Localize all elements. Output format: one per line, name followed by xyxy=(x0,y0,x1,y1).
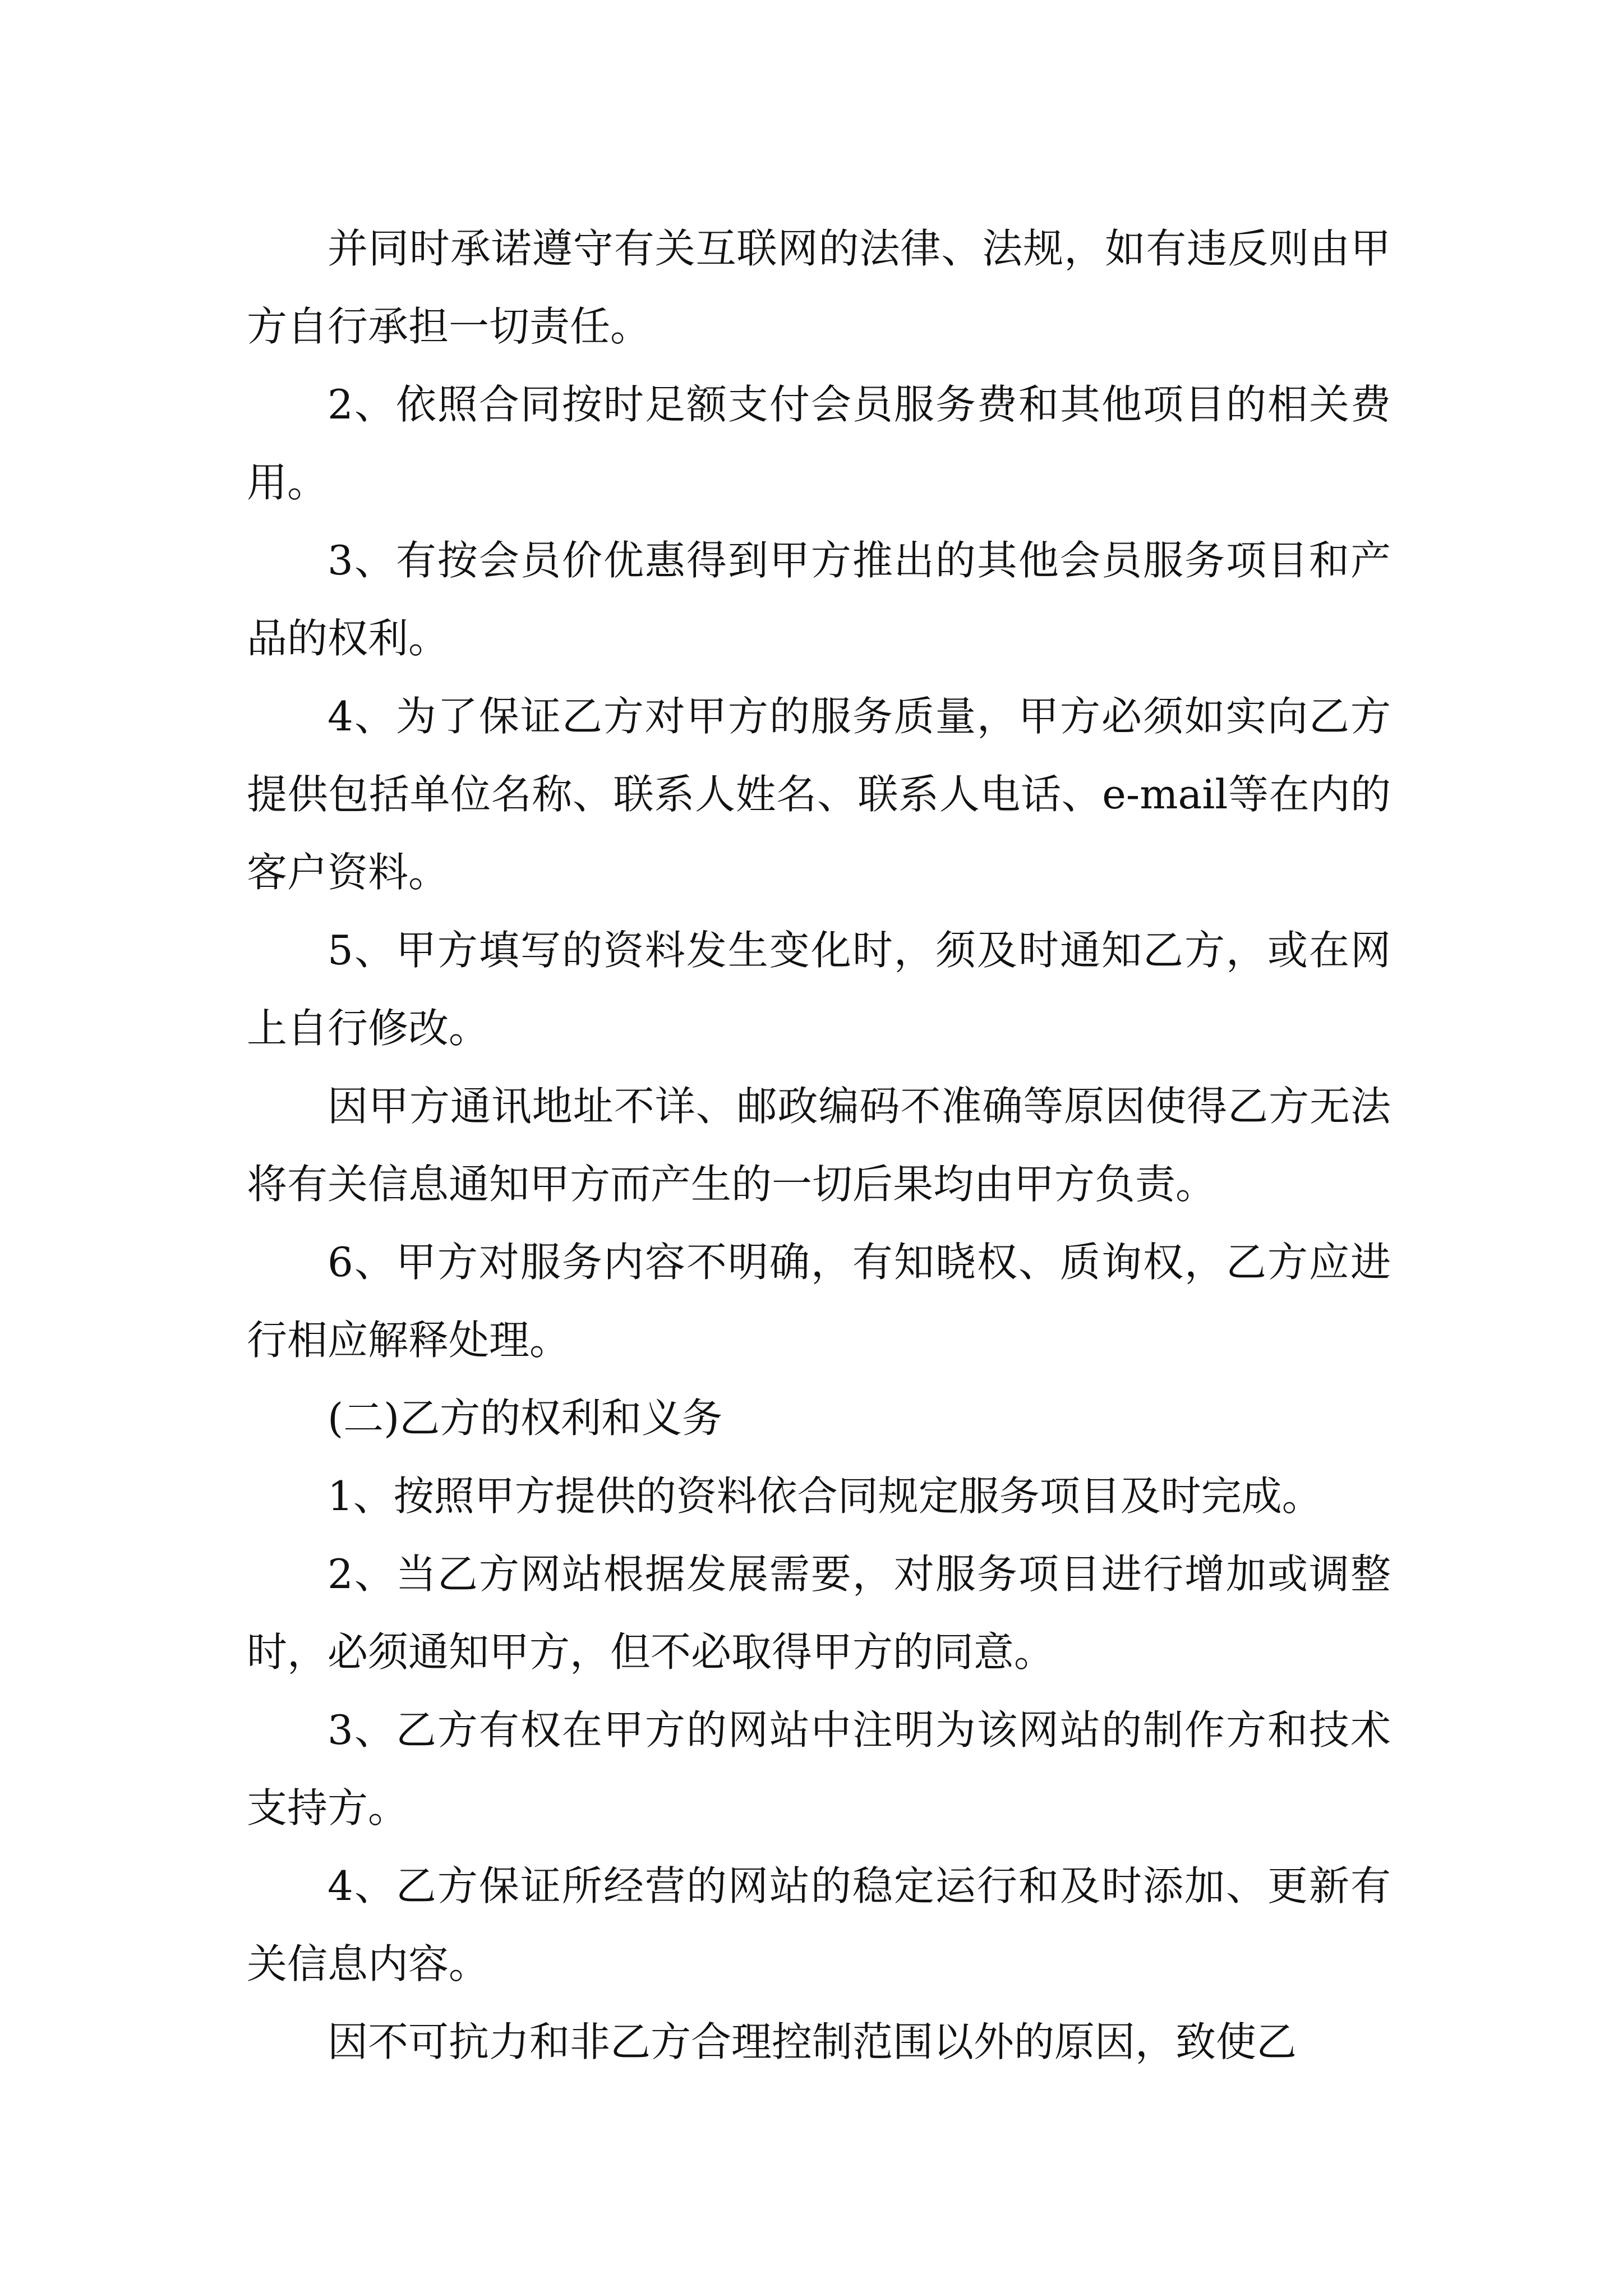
paragraph-b-item-4: 4、乙方保证所经营的网站的稳定运行和及时添加、更新有关信息内容。 xyxy=(247,1862,1391,1987)
paragraph-b-item-1: 1、按照甲方提供的资料依合同规定服务项目及时完成。 xyxy=(328,1473,1322,1520)
paragraph-address-liability: 因甲方通讯地址不详、邮政编码不准确等原因使得乙方无法将有关信息通知甲方而产生的一切后果均由甲方负责。 xyxy=(247,1083,1391,1208)
paragraph-item-4-client-info: 4、为了保证乙方对甲方的服务质量，甲方必须如实向乙方提供包括单位名称、联系人姓名、联系人电话、e-mail等在内的客户资料。 xyxy=(247,693,1391,896)
paragraph-force-majeure: 因不可抗力和非乙方合理控制范围以外的原因，致使乙 xyxy=(328,2018,1297,2065)
paragraph-b-item-3: 3、乙方有权在甲方的网站中注明为该网站的制作方和技术支持方。 xyxy=(247,1706,1391,1832)
paragraph-item-2-fees: 2、依照合同按时足额支付会员服务费和其他项目的相关费用。 xyxy=(247,381,1391,506)
section-heading-party-b: (二)乙方的权利和义务 xyxy=(328,1395,723,1442)
paragraph-item-6-inquiry: 6、甲方对服务内容不明确，有知晓权、质询权，乙方应进行相应解释处理。 xyxy=(247,1239,1391,1364)
paragraph-item-3-member-price: 3、有按会员价优惠得到甲方推出的其他会员服务项目和产品的权利。 xyxy=(247,537,1391,662)
paragraph-item-5-info-change: 5、甲方填写的资料发生变化时，须及时通知乙方，或在网上自行修改。 xyxy=(247,927,1391,1052)
paragraph-obey-law: 并同时承诺遵守有关互联网的法律、法规，如有违反则由甲方自行承担一切责任。 xyxy=(247,225,1391,350)
paragraph-b-item-2: 2、当乙方网站根据发展需要，对服务项目进行增加或调整时，必须通知甲方，但不必取得甲方的同意。 xyxy=(247,1550,1391,1676)
document-body xyxy=(247,210,1391,2081)
